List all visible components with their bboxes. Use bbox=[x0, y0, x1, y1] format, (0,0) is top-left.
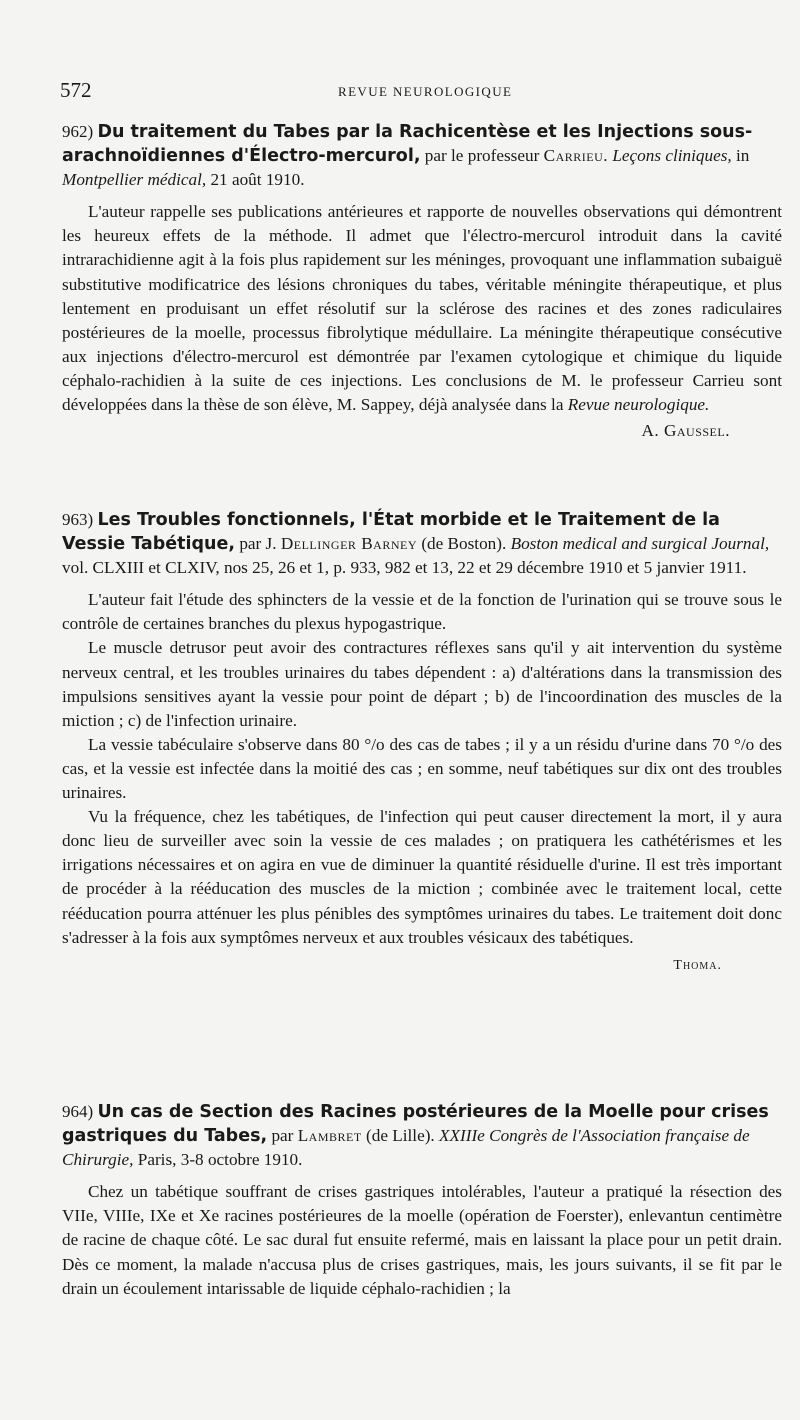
entry-author: Carrieu. bbox=[543, 146, 609, 166]
entry-by: par bbox=[271, 1126, 294, 1146]
entry-journal: Montpellier médical, bbox=[62, 170, 207, 190]
entry-heading bbox=[62, 1100, 782, 1172]
entry-962 bbox=[62, 120, 782, 443]
entry-heading bbox=[62, 120, 782, 192]
entry-paragraph: Le muscle detrusor peut avoir des contractures réflexes sans qu'il y ait intervention du système nerveux central, et les troubles urinaires du tabes dépendent : a) d'altérations dans la transmission des impulsions sensitives ayant la vessie pour point de départ ; b) de l'incoordination des muscles de la miction ; c) de l'infection urinaire. bbox=[62, 638, 782, 730]
entry-journal: Boston medical and surgical Journal, bbox=[510, 534, 770, 554]
entry-signature: Thoma. bbox=[673, 957, 722, 973]
entry-by: par J. bbox=[239, 534, 277, 554]
entry-963 bbox=[62, 508, 782, 978]
page-header bbox=[60, 78, 760, 108]
entry-title: Du traitement du Tabes par la Rachicentèse et les Injections sous-arachnoïdiennes d'Électro-mercurol, bbox=[62, 122, 753, 167]
entry-signature: A. Gaussel. bbox=[641, 421, 730, 441]
page-number: 572 bbox=[60, 78, 92, 102]
entry-heading bbox=[62, 508, 782, 580]
entry-date: 21 août 1910. bbox=[210, 170, 305, 190]
entry-paragraph: La vessie tabéculaire s'observe dans 80 °/o des cas de tabes ; il y a un résidu d'urine dans 70 °/o des cas, et la vessie est infectée dans la moitié des cas ; en somme, neuf tabétiques sur dix ont des troubles urinaires. bbox=[62, 734, 782, 803]
entry-author: Dellinger Barney bbox=[280, 534, 418, 554]
entry-affiliation: (de Boston). bbox=[421, 534, 507, 554]
entry-964 bbox=[62, 1100, 782, 1301]
entry-source: XXIIIe Congrès de l'Association française de Chirurgie, bbox=[62, 1126, 750, 1170]
entry-number: 964) bbox=[62, 1102, 94, 1121]
entry-title: Les Troubles fonctionnels, l'État morbide et le Traitement de la Vessie Tabétique, bbox=[62, 510, 720, 555]
entry-source: Leçons cliniques, bbox=[612, 146, 732, 166]
entry-closing-italic: Revue neurologique. bbox=[567, 395, 710, 415]
entry-paragraph: Chez un tabétique souffrant de crises gastriques intolérables, l'auteur a pratiqué la résection des VIIe, VIIIe, IXe et Xe racines postérieures de la moelle (opération de Foerster), enlevantun centimètre de racine de chaque côté. Le sac dural fut ensuite refermé, mais en laissant la place pour un petit drain. Dès ce moment, la malade n'accusa plus de crises gastriques, mais, les jours suivants, il se fit par le drain un écoulement intarissable de liquide céphalo-rachidien ; la bbox=[62, 1182, 782, 1298]
entry-in: in bbox=[735, 146, 750, 166]
entry-title: Un cas de Section des Racines postérieures de la Moelle pour crises gastriques du Tabes, bbox=[62, 1102, 769, 1147]
entry-number: 963) bbox=[62, 510, 94, 529]
entry-affiliation: (de Lille). bbox=[366, 1126, 435, 1146]
entry-author: Lambret bbox=[297, 1126, 362, 1146]
entry-paragraph: L'auteur fait l'étude des sphincters de la vessie et de la fonction de l'urination qui se trouve sous le contrôle de certaines branches du plexus hypogastrique. bbox=[62, 590, 782, 634]
entry-paragraph: Vu la fréquence, chez les tabétiques, de l'infection qui peut causer directement la mort, il y aura donc lieu de surveiller avec soin la vessie de ces malades ; on pratiquera les cathétérismes et les irrigations nécessaires et on agira en vue de diminuer la quantité résiduelle d'urine. Il est très important de procéder à la rééducation des muscles de la miction ; combinée avec le traitement local, cette rééducation pourra atténuer les plus pénibles des symptômes urinaires du tabes. Le traitement doit donc s'adresser à la fois aux symptômes nerveux et aux troubles vésicaux des tabétiques. bbox=[62, 807, 782, 947]
entry-number: 962) bbox=[62, 122, 94, 141]
entry-date: Paris, 3-8 octobre 1910. bbox=[137, 1150, 303, 1170]
entry-by: par le professeur bbox=[424, 146, 540, 166]
running-title: REVUE NEUROLOGIQUE bbox=[338, 84, 513, 99]
entry-reference: vol. CLXIII et CLXIV, nos 25, 26 et 1, p. 933, 982 et 13, 22 et 29 décembre 1910 et 5 janvier 1911. bbox=[62, 558, 747, 578]
entry-paragraph: L'auteur rappelle ses publications antérieures et rapporte de nouvelles observations qui démontrent les heureux effets de la méthode. Il admet que l'électro-mercurol introduit dans la cavité intrarachidienne agit à la fois plus rapidement sur les méninges, provoquant une inflammation subaiguë substitutive modificatrice des lésions chroniques du tabes, véritable méningite thérapeutique, et plus lentement en produisant un effet résolutif sur la sclérose des racines et des zones radiculaires postérieures de la moelle, processus fibrolytique médullaire. La méningite thérapeutique consécutive aux injections d'électro-mercurol est démontrée par l'examen cytologique et chimique du liquide céphalo-rachidien à la suite de ces injections. Les conclusions de M. le professeur Carrieu sont développées dans la thèse de son élève, M. Sappey, déjà analysée dans la Revue neurologique. bbox=[62, 202, 782, 415]
